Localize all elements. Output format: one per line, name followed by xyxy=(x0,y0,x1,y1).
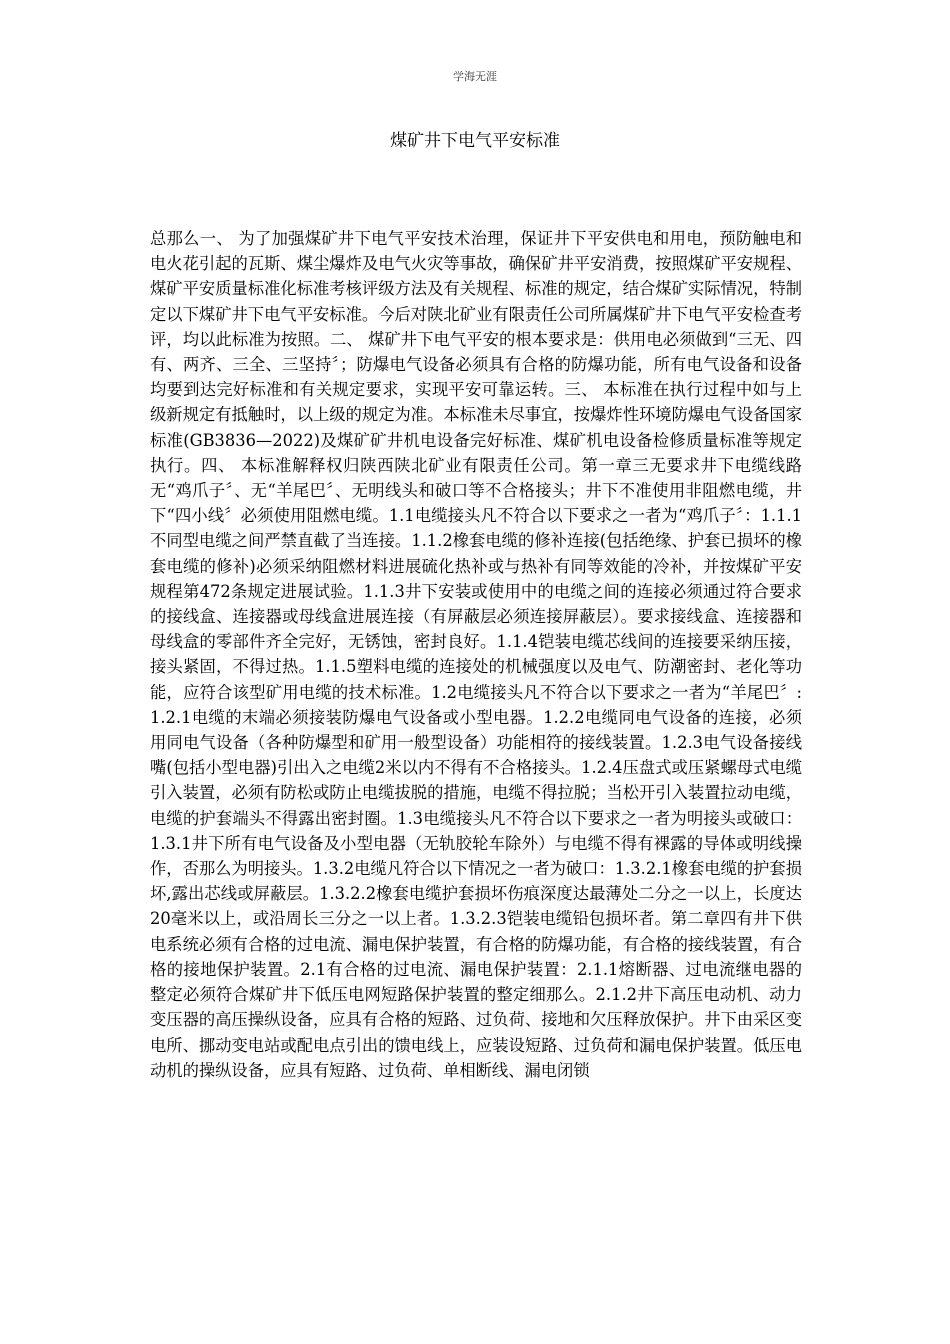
document-body: 总那么一、 为了加强煤矿井下电气平安技术治理，保证井下平安供电和用电，预防触电和电火花引起的瓦斯、煤尘爆炸及电气火灾等事故，确保矿井平安消费，按照煤矿平安规程、煤矿平安质量标准化标准考核评级方法及有关规程、标准的规定，结合煤矿实际情况，特制定以下煤矿井下电气平安标准。今后对陕北矿业有限责任公司所属煤矿井下电气平安检查考评，均以此标准为按照。二、 煤矿井下电气平安的根本要求是：供用电必须做到“三无、四有、两齐、三全、三坚持〞；防爆电气设备必须具有合格的防爆功能，所有电气设备和设备均要到达完好标准和有关规定要求，实现平安可靠运转。三、 本标准在执行过程中如与上级新规定有抵触时，以上级的规定为准。本标准未尽事宜，按爆炸性环境防爆电气设备国家标准(GB3836—2022)及煤矿矿井机电设备完好标准、煤矿机电设备检修质量标准等规定执行。四、 本标准解释权归陕西陕北矿业有限责任公司。第一章三无要求井下电缆线路无“鸡爪子〞、无“羊尾巴〞、无明线头和破口等不合格接头；井下不准使用非阻燃电缆，井下“四小线〞必须使用阻燃电缆。1.1电缆接头凡不符合以下要求之一者为“鸡爪子〞：1.1.1不同型电缆之间严禁直截了当连接。1.1.2橡套电缆的修补连接(包括绝缘、护套已损坏的橡套电缆的修补)必须采纳阻燃材料进展硫化热补或与热补有同等效能的冷补，并按煤矿平安规程第472条规定进展试验。1.1.3井下安装或使用中的电缆之间的连接必须通过符合要求的接线盒、连接器或母线盒进展连接（有屏蔽层必须连接屏蔽层）。要求接线盒、连接器和母线盒的零部件齐全完好，无锈蚀，密封良好。1.1.4铠装电缆芯线间的连接要采纳压接，接头紧固，不得过热。1.1.5塑料电缆的连接处的机械强度以及电气、防潮密封、老化等功能，应符合该型矿用电缆的技术标准。1.2电缆接头凡不符合以下要求之一者为“羊尾巴〞:1.2.1电缆的末端必须接装防爆电气设备或小型电器。1.2.2电缆同电气设备的连接，必须用同电气设备（各种防爆型和矿用一般型设备）功能相符的接线装置。1.2.3电气设备接线嘴(包括小型电器)引出入之电缆2米以内不得有不合格接头。1.2.4压盘式或压紧螺母式电缆引入装置，必须有防松或防止电缆拔脱的措施，电缆不得拉脱；当松开引入装置拉动电缆，电缆的护套端头不得露出密封圈。1.3电缆接头凡不符合以下要求之一者为明接头或破口：1.3.1井下所有电气设备及小型电器（无轨胶轮车除外）与电缆不得有裸露的导体或明线操作，否那么为明接头。1.3.2电缆凡符合以下情况之一者为破口：1.3.2.1橡套电缆的护套损坏,露出芯线或屏蔽层。1.3.2.2橡套电缆护套损坏伤痕深度达最薄处二分之一以上，长度达20毫米以上，或沿周长三分之一以上者。1.3.2.3铠装电缆铅包损坏者。第二章四有井下供电系统必须有合格的过电流、漏电保护装置，有合格的防爆功能，有合格的接线装置，有合格的接地保护装置。2.1有合格的过电流、漏电保护装置：2.1.1熔断器、过电流继电器的整定必须符合煤矿井下低压电网短路保护装置的整定细那么。2.1.2井下高压电动机、动力变压器的高压操纵设备，应具有合格的短路、过负荷、接地和欠压释放保护。井下由采区变电所、挪动变电站或配电点引出的馈电线上，应装设短路、过负荷和漏电保护装置。低压电动机的操纵设备，应具有短路、过负荷、单相断线、漏电闭锁 xyxy=(150,229,802,1080)
document-title: 煤矿井下电气平安标准 xyxy=(390,131,560,151)
page-header: 学海无涯 xyxy=(453,70,497,83)
